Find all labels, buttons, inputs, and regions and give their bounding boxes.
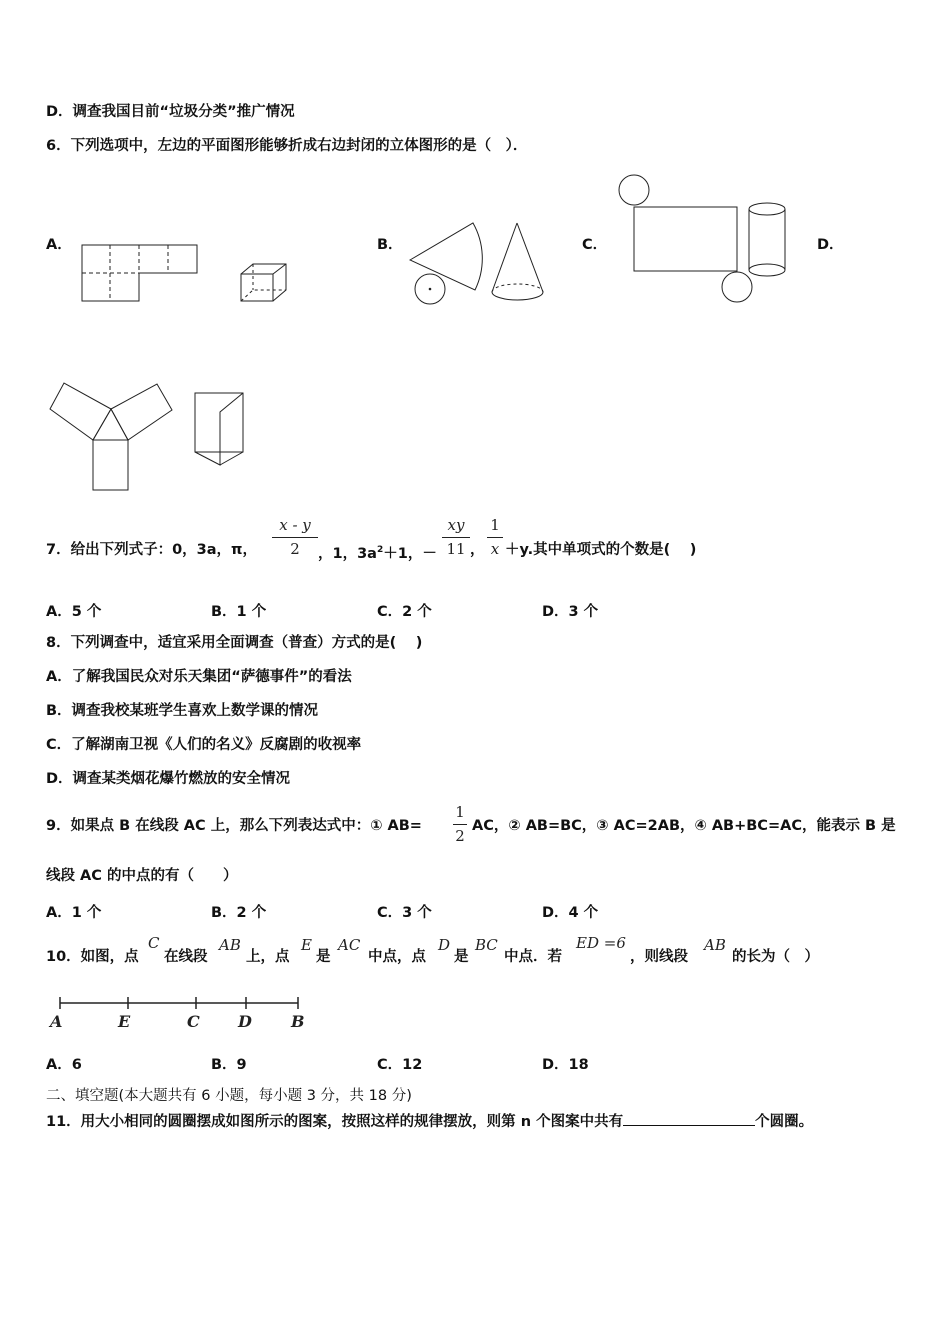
q7-option-d: D．3 个 (542, 604, 599, 620)
q6-label-c: C． (582, 237, 608, 253)
q7-fraction-2-numerator: xy (447, 516, 465, 534)
cylinder-figure (749, 203, 785, 215)
q10-text-4: 是 (316, 949, 331, 965)
prism-figure (195, 393, 243, 452)
q6-option-b-figure (405, 218, 555, 310)
q9-fraction-numerator: 1 (455, 803, 465, 821)
q9-option-a: A．1 个 (46, 905, 102, 921)
section-2-title: 二、填空题(本大题共有 6 小题，每小题 3 分，共 18 分) (46, 1088, 412, 1104)
q7-fraction-2-denominator: 11 (446, 540, 466, 558)
q10-text-9: 的长为（ ） (732, 949, 819, 965)
q10-segment-figure (48, 994, 318, 1034)
q7-fraction-1-numerator: x - y (279, 516, 311, 534)
q6-option-c-figure (612, 172, 802, 307)
cube-figure (241, 264, 286, 301)
q9-option-b: B．2 个 (211, 905, 267, 921)
q10-text-6: 是 (454, 949, 469, 965)
q11-line (46, 1113, 813, 1131)
point-label-a: A (50, 1012, 63, 1031)
q10-text-7: 中点．若 (504, 949, 562, 965)
bottom-circle (722, 272, 752, 302)
q10-math-ed: ED =6 (576, 934, 626, 952)
rectangle-face (634, 207, 737, 271)
q10-text-5: 中点，点 (368, 949, 426, 965)
q10-text-1: 10．如图，点 (46, 949, 139, 965)
q7-suffix: ＋y.其中单项式的个数是( ) (505, 542, 697, 558)
q10-math-d: D (438, 936, 451, 954)
q8-stem: 8．下列调查中，适宜采用全面调查（普查）方式的是( ) (46, 635, 423, 651)
q10-math-bc: BC (475, 936, 498, 954)
q7-fraction-1 (272, 516, 318, 558)
top-circle (619, 175, 649, 205)
point-label-d: D (238, 1012, 252, 1031)
q10-math-e: E (301, 936, 312, 954)
prism-net-triangle (93, 409, 128, 440)
sector-shape (410, 223, 482, 290)
point-label-b: B (291, 1012, 305, 1031)
q9-fraction (453, 803, 467, 845)
q11-tail: 个圆圈。 (755, 1114, 814, 1130)
q6-stem: 6．下列选项中，左边的平面图形能够折成右边封闭的立体图形的是（ ）． (46, 138, 528, 154)
q6-label-b: B． (377, 237, 403, 253)
q9-option-c: C．3 个 (377, 905, 432, 921)
q8-option-d: D．调查某类烟花爆竹燃放的安全情况 (46, 771, 291, 787)
q10-text-2: 在线段 (164, 949, 208, 965)
q10-text-8: ，则线段 (630, 949, 688, 965)
q10-option-c: C．12 (377, 1057, 423, 1073)
q7-middle: ，1，$3a^2+1$，－ (318, 545, 437, 562)
q10-math-ab-2: AB (704, 936, 726, 954)
q6-option-d-figure (48, 380, 248, 495)
q7-fraction-3 (487, 516, 503, 558)
q6-option-a-figure (75, 240, 295, 310)
q10-option-a: A．6 (46, 1057, 82, 1073)
q9-line-2: 线段 AC 的中点的有（ ） (46, 868, 238, 884)
q7-fraction-3-numerator: 1 (490, 516, 500, 534)
q8-option-a: A．了解我国民众对乐天集团“萨德事件”的看法 (46, 669, 352, 685)
q7-prefix: 7．给出下列式子：0，3a，π， (46, 542, 258, 558)
cone-figure (492, 223, 517, 292)
q10-text-3: 上，点 (246, 949, 290, 965)
q9-option-d: D．4 个 (542, 905, 599, 921)
q10-math-c: C (148, 934, 160, 952)
q7-fraction-2 (442, 516, 470, 558)
q7-fraction-3-denominator: x (490, 540, 500, 558)
q10-option-d: D．18 (542, 1057, 589, 1073)
q10-math-ab: AB (219, 936, 241, 954)
q7-option-b: B．1 个 (211, 604, 267, 620)
q6-label-a: A． (46, 237, 72, 253)
q10-math-ac: AC (338, 936, 361, 954)
q7-comma: ， (470, 542, 485, 558)
point-label-e: E (118, 1012, 131, 1031)
q11-answer-blank[interactable] (623, 1113, 755, 1126)
point-label-c: C (187, 1012, 200, 1031)
q9-fraction-denominator: 2 (455, 827, 465, 845)
q7-fraction-1-denominator: 2 (290, 540, 300, 558)
q10-option-b: B．9 (211, 1057, 247, 1073)
q8-option-b: B．调查我校某班学生喜欢上数学课的情况 (46, 703, 319, 719)
q7-option-c: C．2 个 (377, 604, 432, 620)
q6-label-d: D． (817, 237, 844, 253)
q8-option-c: C．了解湖南卫视《人们的名义》反腐剧的收视率 (46, 737, 362, 753)
q9-part-1: 9．如果点 B 在线段 AC 上，那么下列表达式中：① AB= (46, 818, 422, 834)
q11-stem: 11．用大小相同的圆圈摆成如图所示的图案，按照这样的规律摆放，则第 n 个图案中共有 (46, 1114, 624, 1130)
q7-option-a: A．5 个 (46, 604, 102, 620)
q5-option-d: D．调查我国目前“垃圾分类”推广情况 (46, 104, 295, 120)
q9-part-2: AC，② AB=BC，③ AC=2AB，④ AB+BC=AC，能表示 B 是 (472, 818, 896, 834)
